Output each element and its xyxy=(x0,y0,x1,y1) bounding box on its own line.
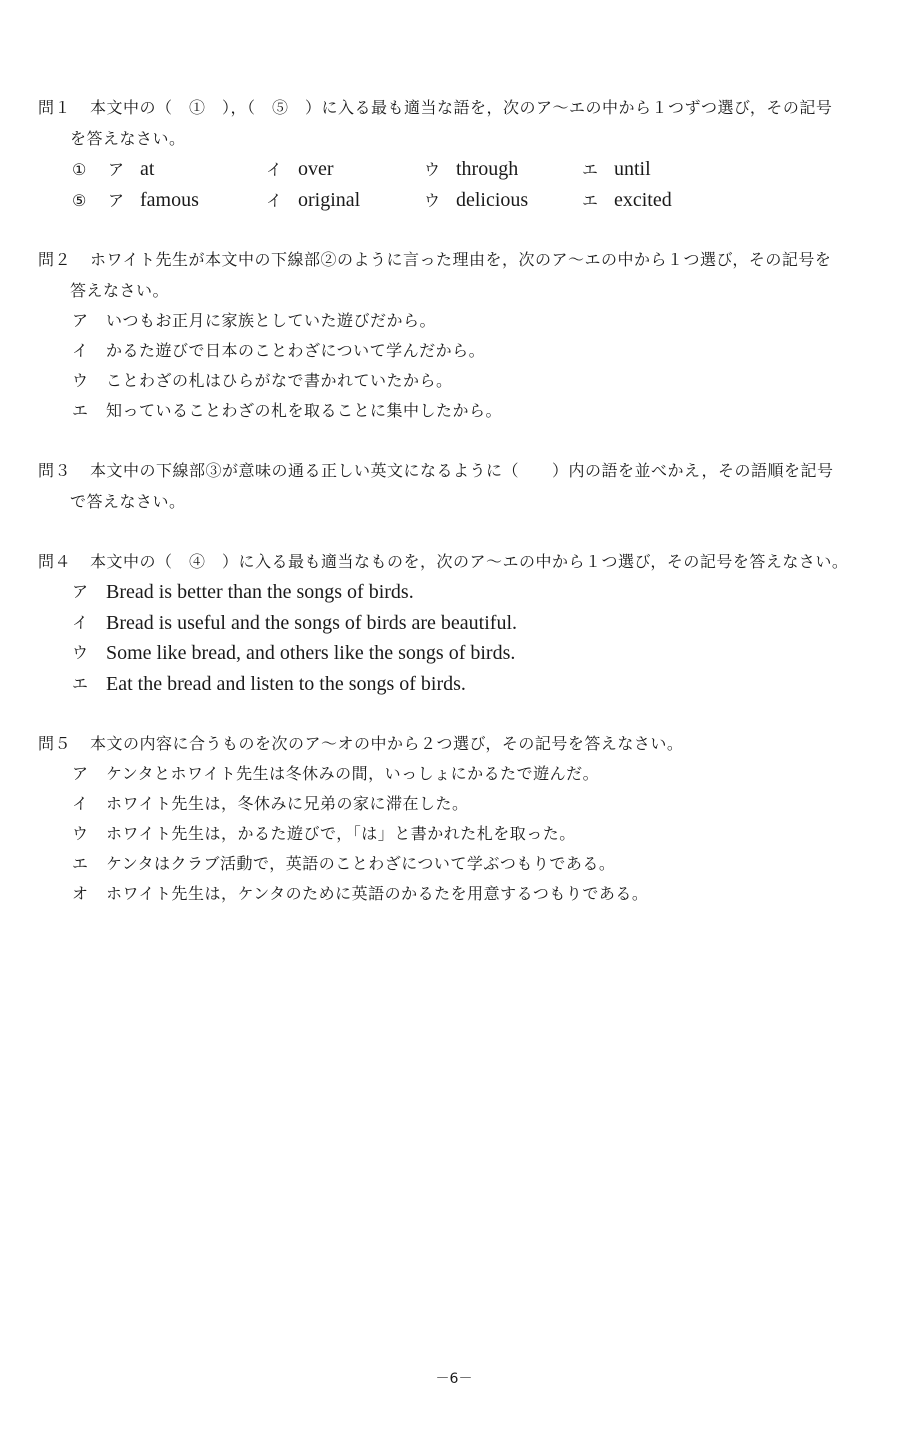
question-text: ホワイト先生が本文中の下線部②のように言った理由を，次のア～エの中から１つ選び，その記号を xyxy=(90,250,832,269)
option-mark: ウ xyxy=(72,824,89,843)
choice-word: at xyxy=(140,158,155,180)
page-number: －6－ xyxy=(435,1371,473,1387)
question-3-header xyxy=(38,455,870,486)
blank-marker: ⑤ xyxy=(72,191,87,210)
option-text: ことわざの札はひらがなで書かれていたから。 xyxy=(106,371,453,390)
choice-mark: ウ xyxy=(424,191,441,210)
option-text: ホワイト先生は，ケンタのために英語のかるたを用意するつもりである。 xyxy=(106,884,649,903)
question-1 xyxy=(38,92,870,216)
option-mark: エ xyxy=(72,854,89,873)
choice-mark: ア xyxy=(108,191,125,210)
option-text: Bread is useful and the songs of birds are beautiful. xyxy=(106,611,518,634)
choice-row-1 xyxy=(38,154,870,185)
option-text: かるた遊びで日本のことわざについて学んだから。 xyxy=(106,341,486,360)
choice xyxy=(108,185,266,216)
choice xyxy=(266,154,424,185)
answer-option xyxy=(38,879,870,909)
question-1-header xyxy=(38,92,870,123)
answer-option xyxy=(38,608,870,639)
option-mark: ア xyxy=(72,311,89,330)
option-mark: イ xyxy=(72,612,89,632)
choice xyxy=(424,185,582,216)
option-mark: ウ xyxy=(72,371,89,390)
question-4 xyxy=(38,546,870,699)
option-mark: ア xyxy=(72,582,89,601)
choice-word: original xyxy=(298,189,361,211)
question-text-continued: を答えなさい。 xyxy=(70,129,186,148)
option-mark: ア xyxy=(72,764,89,783)
option-text: ケンタとホワイト先生は冬休みの間，いっしょにかるたで遊んだ。 xyxy=(106,764,600,783)
choice xyxy=(582,154,740,185)
question-number: 問２ xyxy=(38,250,72,269)
choice-word: famous xyxy=(140,189,199,211)
question-text: 本文中の（ ④ ）に入る最も適当なものを，次のア～エの中から１つ選び，その記号を答えなさい。 xyxy=(90,552,849,571)
blank-marker: ① xyxy=(72,160,87,179)
option-mark: エ xyxy=(72,673,89,693)
option-mark: イ xyxy=(72,794,89,813)
choice xyxy=(424,154,582,185)
option-text: Some like bread, and others like the songs of birds. xyxy=(106,642,516,664)
question-2-header xyxy=(38,244,870,275)
choice-mark: ア xyxy=(108,160,125,179)
choice-row-2 xyxy=(38,185,870,216)
answer-option xyxy=(38,759,870,789)
choice-word: excited xyxy=(614,189,672,211)
question-text-continued: で答えなさい。 xyxy=(70,492,186,511)
answer-option xyxy=(38,819,870,849)
choice-mark: イ xyxy=(266,191,283,210)
choice-mark: エ xyxy=(582,191,599,210)
question-2 xyxy=(38,244,870,426)
answer-option xyxy=(38,366,870,396)
question-5 xyxy=(38,728,870,909)
option-mark: ウ xyxy=(72,643,89,662)
option-text: ホワイト先生は，冬休みに兄弟の家に滞在した。 xyxy=(106,794,469,813)
choice-mark: エ xyxy=(582,160,599,179)
option-mark: イ xyxy=(72,341,89,360)
question-text: 本文の内容に合うものを次のア～オの中から２つ選び，その記号を答えなさい。 xyxy=(90,734,684,753)
option-mark: エ xyxy=(72,401,89,420)
question-number: 問４ xyxy=(38,552,72,571)
choice-word: delicious xyxy=(456,189,529,211)
option-text: Eat the bread and listen to the songs of birds. xyxy=(106,672,466,695)
answer-option xyxy=(38,669,870,700)
answer-option xyxy=(38,789,870,819)
choice xyxy=(582,185,740,216)
choice-word: over xyxy=(298,158,334,180)
question-text-continued: 答えなさい。 xyxy=(70,281,170,300)
answer-option xyxy=(38,336,870,366)
answer-option xyxy=(38,638,870,669)
choice xyxy=(108,154,266,185)
answer-option xyxy=(38,396,870,426)
option-text: ホワイト先生は，かるた遊びで，「は」と書かれた札を取った。 xyxy=(106,824,576,843)
answer-option xyxy=(38,849,870,879)
question-text: 本文中の下線部③が意味の通る正しい英文になるように（ ）内の語を並べかえ，その語順を記号 xyxy=(90,461,834,480)
option-text: 知っていることわざの札を取ることに集中したから。 xyxy=(106,401,503,420)
choice-word: through xyxy=(456,158,519,180)
option-text: Bread is better than the songs of birds. xyxy=(106,581,414,603)
question-4-header xyxy=(38,546,870,577)
answer-option xyxy=(38,577,870,608)
question-3 xyxy=(38,455,870,517)
choice xyxy=(266,185,424,216)
answer-option xyxy=(38,306,870,336)
question-number: 問３ xyxy=(38,461,72,480)
question-number: 問５ xyxy=(38,734,72,753)
choice-mark: イ xyxy=(266,160,283,179)
choice-mark: ウ xyxy=(424,160,441,179)
question-5-header xyxy=(38,728,870,759)
option-text: ケンタはクラブ活動で，英語のことわざについて学ぶつもりである。 xyxy=(106,854,616,873)
option-text: いつもお正月に家族としていた遊びだから。 xyxy=(106,311,437,330)
question-text: 本文中の（ ① ），（ ⑤ ）に入る最も適当な語を，次のア～エの中から１つずつ選び，その記号 xyxy=(90,98,833,117)
option-mark: オ xyxy=(72,884,89,903)
choice-word: until xyxy=(614,158,651,180)
question-number: 問１ xyxy=(38,98,72,117)
